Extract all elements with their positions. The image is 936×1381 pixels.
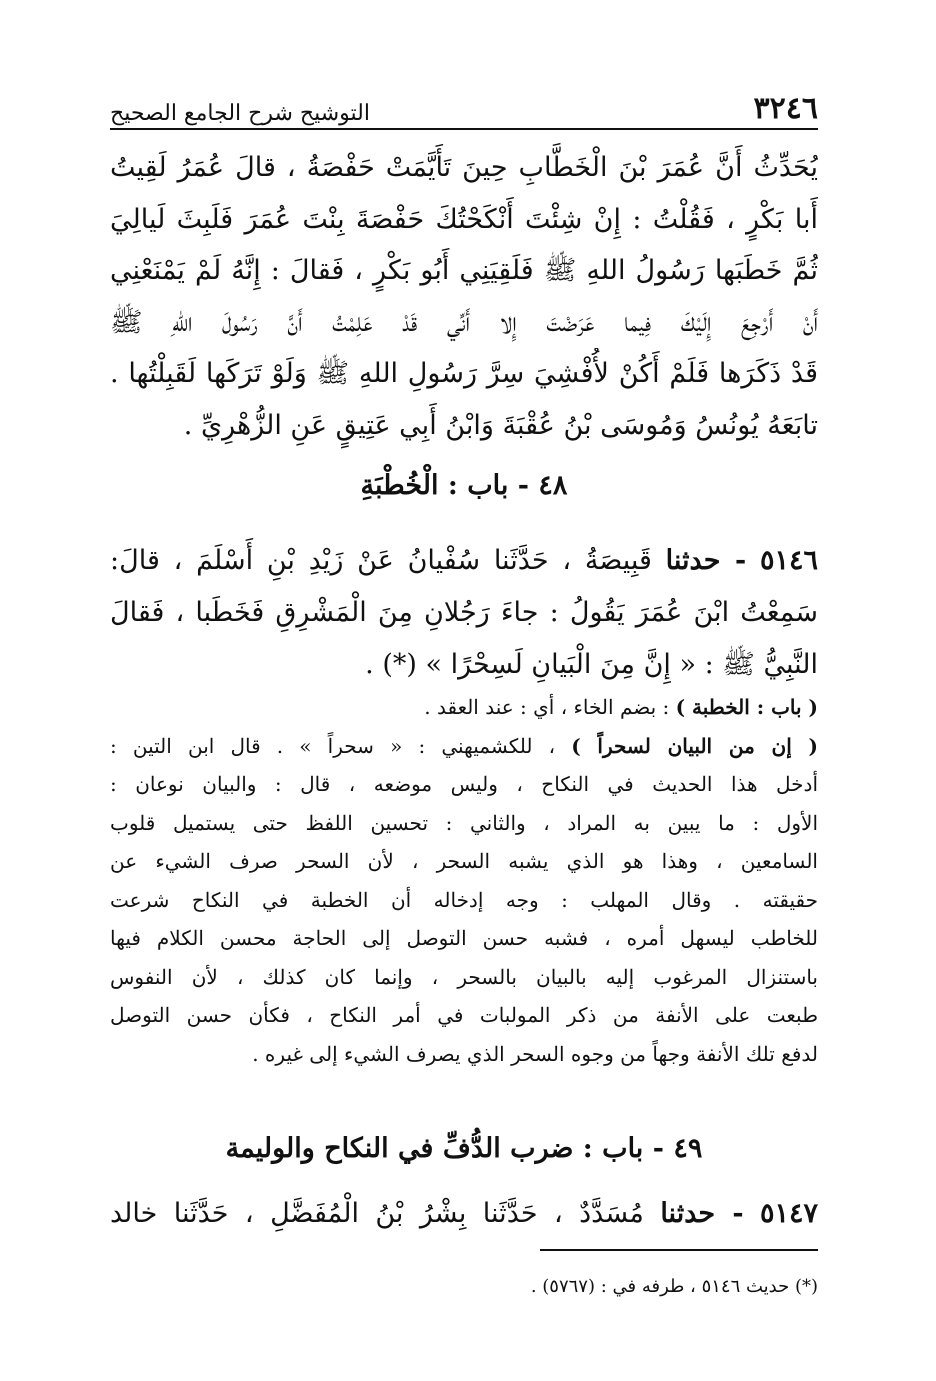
text-line: سَمِعْتُ ابْنَ عُمَرَ يَقُولُ : جاءَ رَجُلانِ مِنَ الْمَشْرِقِ فَخَطَبا ، فَقالَ: [110, 597, 818, 628]
hadith-number: ٥١٤٧: [759, 1198, 818, 1229]
commentary-text: ، للكشميهني : « سحراً » . قال ابن التين :: [110, 733, 556, 758]
footnote-rule: [540, 1249, 818, 1251]
commentary-term: ( باب : الخطبة ): [675, 695, 818, 719]
hadith-number: ٥١٤٦: [759, 545, 818, 576]
text-line: لدفع تلك الأنفة وجهاً من وجوه السحر الذي يصرف الشيء إلى غيره .: [252, 1041, 818, 1066]
commentary: [110, 688, 818, 1073]
running-title: التوشيح شرح الجامع الصحيح: [110, 101, 370, 126]
text-line: السامعين ، وهذا هو الذي يشبه السحر ، لأن السحر صرف الشيء عن: [110, 849, 818, 873]
text-line: قَدْ ذَكَرَها فَلَمْ أَكُنْ لأُفْشِيَ سِرَّ رَسُولِ اللهِ ﷺ وَلَوْ تَرَكَها لَقَبِلْتُها .: [110, 358, 818, 389]
commentary-term: ( إن من البيان لسحراً ): [571, 733, 818, 758]
text-line: الأول : ما يبين به المراد ، والثاني : تحسين اللفظ حتى يستميل قلوب: [110, 810, 818, 835]
text-line: أَنْ أَرْجِعَ إِلَيْكَ فِيما عَرَضْتَ إِلا أَنِّي قَدْ عَلِمْتُ أَنَّ رَسُولَ اللهِ ﷺ: [110, 306, 818, 338]
hadith-lead: - حدثنا: [665, 545, 747, 576]
text-line: [110, 727, 818, 766]
text-line: أَبا بَكْرٍ ، فَقُلْتُ : إِنْ شِئْتَ أَنْكَحْتُكَ حَفْصَةَ بِنْتَ عُمَرَ فَلَبِثَ لَيالِيَ: [110, 203, 818, 235]
text-line: [110, 688, 818, 727]
text-line: حقيقته . وقال المهلب : وجه إدخاله أن الخطبة في النكاح شرعت: [110, 887, 818, 912]
text-line: [110, 535, 818, 587]
hadith-lead: - حدثنا: [660, 1198, 744, 1229]
chapter-49-heading: ٤٩ - باب : ضرب الدُّفِّ في النكاح والوليمة: [225, 1133, 703, 1164]
page-number: ٣٢٤٦: [753, 91, 818, 126]
text-line: تابَعَهُ يُونُسُ وَمُوسَى بْنُ عُقْبَةَ وَابْنُ أَبِي عَتِيقٍ عَنِ الزُّهْرِيِّ .: [183, 409, 818, 441]
text-line: للخاطب ليسهل أمره ، فشبه حسن التوصل إلى الحاجة محسن الكلام فيها: [110, 926, 818, 950]
text-line: ثُمَّ خَطَبَها رَسُولُ اللهِ ﷺ فَلَقِيَنِي أَبُو بَكْرٍ ، فَقالَ : إِنَّهُ لَمْ يَمْنَعْنِي: [110, 255, 818, 286]
text-line: طبعت على الأنفة من ذكر المولبات في أمر النكاح ، فكأن حسن التوصل: [110, 1003, 818, 1027]
text-line: أدخل هذا الحديث في النكاح ، وليس موضعه ، قال : والبيان نوعان :: [110, 772, 818, 796]
page-header: [110, 86, 818, 126]
hadith-text: قَبِيصَةُ ، حَدَّثَنا سُفْيانُ عَنْ زَيْدِ بْنِ أَسْلَمَ ، قالَ:: [110, 545, 652, 576]
text-line: [110, 1188, 818, 1240]
header-rule: [110, 128, 818, 130]
hadith-continuation: [110, 142, 818, 451]
text-line: النَّبِيُّ ﷺ : « إِنَّ مِنَ الْبَيانِ لَسِحْرًا » (*) .: [365, 649, 818, 680]
commentary-text: : بضم الخاء ، أي : عند العقد .: [424, 695, 670, 719]
chapter-48-heading: ٤٨ - باب : الْخُطْبَةِ: [360, 470, 568, 501]
footnote: (*) حديث ٥١٤٦ ، طرفه في : (٥٧٦٧) .: [530, 1276, 818, 1297]
hadith-text: مُسَدَّدٌ ، حَدَّثَنا بِشْرُ بْنُ الْمُفَضَّلِ ، حَدَّثَنا خالد: [110, 1198, 644, 1229]
text-line: يُحَدِّثُ أَنَّ عُمَرَ بْنَ الْخَطَّابِ حِينَ تَأَيَّمَتْ حَفْصَةُ ، قالَ عُمَرُ لَقِيتُ: [110, 152, 818, 183]
text-line: باستنزال المرغوب إليه بالبيان بالسحر ، وإنما كان كذلك ، لأن النفوس: [110, 964, 818, 989]
hadith-5146: [110, 535, 818, 691]
hadith-5147: [110, 1188, 818, 1240]
